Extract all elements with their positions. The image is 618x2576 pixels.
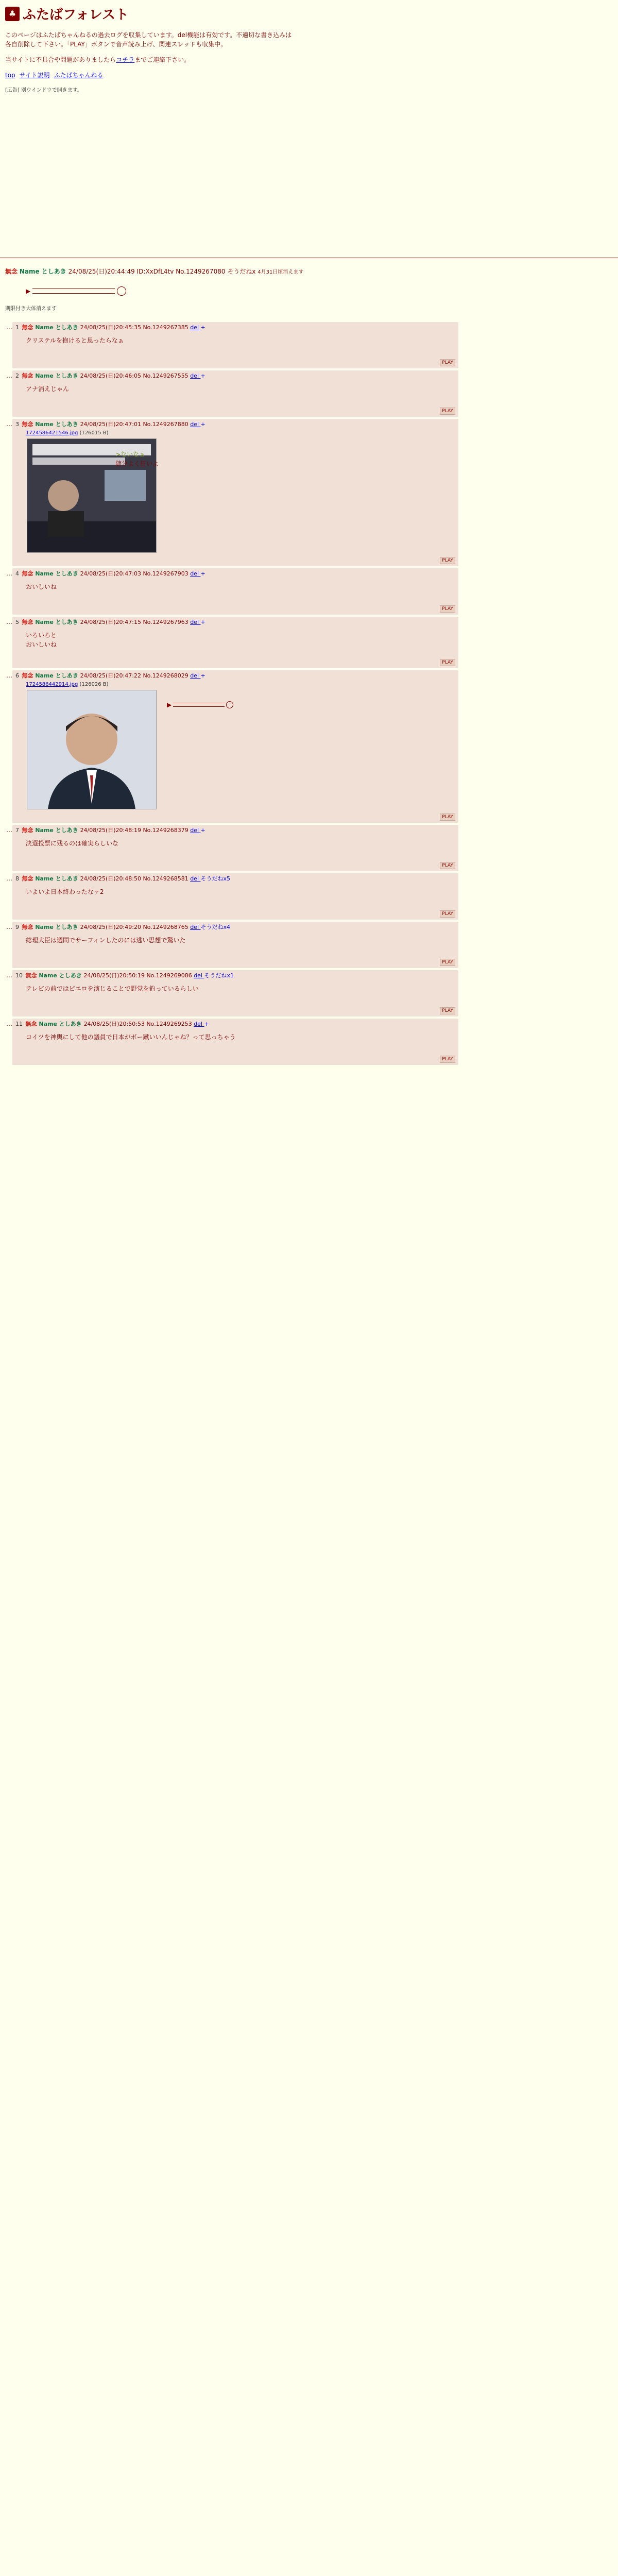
op-deadline: 期限付き大体消えます (5, 306, 57, 312)
reply-no[interactable]: No.1249268765 (143, 924, 191, 930)
reply-number: 7 (15, 827, 21, 834)
play-button[interactable]: PLAY (440, 359, 455, 366)
sodane-button[interactable]: + (204, 1021, 209, 1027)
del-link[interactable]: del (190, 924, 201, 930)
play-button[interactable]: PLAY (440, 910, 455, 918)
reply-no[interactable]: No.1249267385 (143, 324, 191, 331)
reply-datetime: 24/08/25(日)20:46:05 (80, 372, 143, 379)
reply-text (115, 450, 159, 468)
reply-number: 2 (15, 372, 21, 379)
reply-body (12, 670, 458, 823)
reply-name: Name としあき (39, 972, 84, 979)
reply-datetime: 24/08/25(日)20:49:20 (80, 924, 143, 930)
reply-text (26, 336, 455, 345)
reply (5, 670, 613, 825)
reply-no[interactable]: No.1249268029 (143, 672, 191, 679)
reply-no[interactable]: No.1249267555 (143, 372, 191, 379)
reply-marker: … (6, 923, 12, 930)
reply-datetime: 24/08/25(日)20:45:35 (80, 324, 143, 331)
reply-marker: … (6, 420, 12, 428)
thumb-man[interactable] (27, 690, 157, 809)
sodane-button[interactable]: そうだねx1 (204, 972, 234, 979)
op-datetime: 24/08/25(日)20:44:49 (68, 268, 135, 275)
reply-datetime: 24/08/25(日)20:48:19 (80, 827, 143, 834)
reply-text (26, 887, 455, 896)
reply-number: 6 (15, 672, 21, 679)
del-link[interactable]: del (190, 827, 201, 834)
reply-body (12, 922, 458, 968)
intro-suffix: までご連絡下さい。 (134, 56, 191, 63)
reply-body (12, 419, 458, 566)
op-no: No.1249267080 (176, 268, 226, 275)
reply-marker: … (6, 972, 12, 979)
sodane-button[interactable]: + (200, 372, 205, 379)
reply-subject: 無念 (22, 324, 36, 331)
reply-header (15, 875, 455, 883)
op-post (5, 267, 613, 277)
contact-link[interactable]: コチラ (116, 56, 135, 63)
del-link[interactable]: del (190, 570, 201, 577)
reply-subject: 無念 (22, 924, 36, 930)
reply-number: 1 (15, 324, 21, 331)
intro-line-2 (5, 55, 294, 64)
file-info (15, 680, 455, 687)
reply-body (12, 825, 458, 871)
reply-body (12, 1019, 458, 1065)
text-line: いろいろと (26, 632, 57, 639)
reply-subject: 無念 (22, 672, 36, 679)
op-name: Name としあき (19, 268, 66, 275)
play-button[interactable]: PLAY (440, 1056, 455, 1063)
op-id: ID:XxDfL4tv (136, 268, 174, 275)
reply-no[interactable]: No.1249269253 (146, 1021, 194, 1027)
reply-body (12, 370, 458, 417)
reply-name: Name としあき (35, 372, 80, 379)
reply-datetime: 24/08/25(日)20:47:01 (80, 421, 143, 428)
spacer (5, 312, 613, 322)
play-icon[interactable]: ▶ (26, 287, 31, 295)
reply (5, 322, 613, 370)
reply-marker: … (6, 826, 12, 834)
reply-datetime: 24/08/25(日)20:47:15 (80, 619, 143, 625)
text-line: アナ消えじゃん (26, 385, 70, 393)
sodane-button[interactable]: + (200, 827, 205, 834)
reply-name: Name としあき (35, 570, 80, 577)
sodane-button[interactable]: + (200, 672, 205, 679)
reply-marker: … (6, 672, 12, 679)
reply-header (15, 372, 455, 380)
reply-number: 8 (15, 875, 21, 882)
play-icon[interactable]: ▶ (167, 701, 172, 708)
reply (5, 970, 613, 1019)
reply-subject: 無念 (25, 1021, 39, 1027)
file-link[interactable]: 1724586442914.jpg (26, 682, 78, 687)
reply-subject: 無念 (22, 827, 36, 834)
play-button[interactable]: PLAY (440, 557, 455, 564)
play-button[interactable]: PLAY (440, 659, 455, 666)
text-line: クリステルを抱けると思ったらなぁ (26, 337, 124, 344)
reply-name: Name としあき (35, 875, 80, 882)
op-subject: 無念 (5, 268, 18, 275)
reply-text (26, 631, 455, 649)
reply (5, 922, 613, 970)
reply-datetime: 24/08/25(日)20:50:19 (83, 972, 147, 979)
reply-marker: … (6, 372, 12, 379)
reply (5, 370, 613, 419)
reply-text (26, 384, 455, 394)
audio-progress[interactable] (173, 703, 225, 707)
reply (5, 825, 613, 873)
reply-number: 10 (15, 972, 25, 979)
reply-subject: 無念 (22, 875, 36, 882)
text-line: 随分よく狂いよ (115, 460, 159, 467)
sodane-button[interactable]: + (200, 324, 205, 331)
reply-subject: 無念 (22, 619, 36, 625)
nav (5, 71, 613, 79)
reply-name: Name としあき (35, 324, 80, 331)
sodane-button[interactable]: + (200, 421, 205, 428)
intro-text: 当サイトに不具合や問題がありましたら (5, 56, 116, 63)
reply-list (5, 322, 613, 1067)
reply-name: Name としあき (35, 421, 80, 428)
quote-line: >ないなぁ (115, 451, 146, 458)
reply-name: Name としあき (35, 924, 80, 930)
reply-header (15, 923, 455, 931)
reply-header (15, 672, 455, 680)
sodane-button[interactable]: + (200, 619, 205, 625)
reply-text (26, 936, 455, 945)
reply (5, 617, 613, 670)
sodane-button[interactable]: そうだねx4 (200, 924, 231, 930)
text-line: いよいよ日本終わったなァ2 (26, 888, 104, 895)
intro-line-1: このページはふたばちゃんねるの過去ログを収集しています。del機能は有効です。不適切な書き込みは各自削除して下さい。「PLAY」ボタンで音声読み上げ、関連スレッドも収集中。 (5, 31, 292, 48)
reply-number: 4 (15, 570, 21, 577)
reply-text (26, 984, 455, 993)
text-line: おいしいね (26, 583, 57, 590)
audio-knob[interactable] (226, 701, 233, 708)
reply-body (12, 322, 458, 368)
reply (5, 568, 613, 617)
text-line: 総理大臣は週間でサーフィンしたのには逃い思想で驚いた (26, 937, 186, 944)
reply-number: 11 (15, 1021, 25, 1027)
site-header (0, 0, 618, 267)
audio-player[interactable] (167, 701, 233, 708)
reply-number: 3 (15, 421, 21, 428)
del-link[interactable]: del (190, 619, 201, 625)
audio-knob[interactable] (117, 286, 126, 296)
play-button[interactable]: PLAY (440, 605, 455, 613)
reply (5, 419, 613, 568)
reply-datetime: 24/08/25(日)20:47:22 (80, 672, 143, 679)
text-line: テレビの前ではピエロを演じることで野党を釣っているらしい (26, 985, 199, 992)
site-intro (5, 30, 294, 64)
reply-text (26, 1032, 455, 1042)
audio-player[interactable] (26, 286, 613, 296)
nav-top[interactable]: top (5, 72, 15, 79)
reply-header (15, 618, 455, 626)
text-line: おいしいね (26, 641, 57, 648)
del-link[interactable]: del (194, 1021, 204, 1027)
reply-header (15, 1020, 455, 1028)
play-button[interactable]: PLAY (440, 959, 455, 966)
reply-subject: 無念 (22, 372, 36, 379)
reply-marker: … (6, 570, 12, 577)
reply-marker: … (6, 324, 12, 331)
reply-name: Name としあき (35, 619, 80, 625)
reply-no[interactable]: No.1249268581 (143, 875, 191, 882)
del-link[interactable]: del (190, 372, 201, 379)
reply-text (26, 839, 455, 848)
play-button[interactable]: PLAY (440, 862, 455, 869)
audio-progress[interactable] (32, 289, 115, 294)
reply-header (15, 826, 455, 835)
reply-name: Name としあき (39, 1021, 84, 1027)
play-button[interactable]: PLAY (440, 1007, 455, 1014)
ad-note: [広告] 別ウインドウで開きます。 (5, 88, 82, 93)
site-title-text: ふたばフォレスト (23, 7, 129, 23)
reply-datetime: 24/08/25(日)20:47:03 (80, 570, 143, 577)
file-size: (126026 B) (78, 682, 109, 687)
reply-marker: … (6, 1020, 12, 1027)
reply-header (15, 972, 455, 980)
reply-datetime: 24/08/25(日)20:48:50 (80, 875, 143, 882)
reply-header (15, 420, 455, 429)
reply-no[interactable]: No.1249267880 (143, 421, 191, 428)
site-title (5, 4, 613, 23)
reply-name: Name としあき (35, 672, 80, 679)
reply-number: 9 (15, 924, 21, 930)
reply-datetime: 24/08/25(日)20:50:53 (83, 1021, 147, 1027)
reply-marker: … (6, 875, 12, 882)
reply (5, 1019, 613, 1067)
del-link[interactable]: del (190, 421, 201, 428)
text-line: 決選投票に残るのは確実らしいな (26, 840, 119, 847)
thread (0, 267, 618, 1067)
sodane-button[interactable]: そうだねx5 (200, 875, 231, 882)
tree-icon[interactable]: ♣ (5, 7, 20, 21)
del-link[interactable]: del (190, 875, 201, 882)
sodane-button[interactable]: + (200, 570, 205, 577)
reply-body (12, 617, 458, 668)
reply-subject: 無念 (22, 421, 36, 428)
op-sod[interactable]: そうだねx (227, 268, 256, 275)
file-link[interactable]: 1724586421546.jpg (26, 430, 78, 436)
reply-header (15, 324, 455, 332)
reply-no[interactable]: No.1249267903 (143, 570, 191, 577)
reply-marker: … (6, 618, 12, 625)
text-line: コイツを神輿にして他の議員で日本がボー蹴いいんじゃね？って思っちゃう (26, 1033, 236, 1041)
file-size: (126015 B) (78, 430, 109, 436)
del-link[interactable]: del (194, 972, 204, 979)
reply-no[interactable]: No.1249267963 (143, 619, 191, 625)
reply-header (15, 570, 455, 578)
reply-name: Name としあき (35, 827, 80, 834)
nav-futaba[interactable]: ふたばちゃんねる (54, 72, 104, 79)
reply-subject: 無念 (25, 972, 39, 979)
reply-number: 5 (15, 619, 21, 625)
op-limit: 4月31日頃消えます (258, 269, 304, 275)
del-link[interactable]: del (190, 672, 201, 679)
nav-about[interactable]: サイト説明 (19, 72, 50, 79)
play-button[interactable]: PLAY (440, 408, 455, 415)
reply-subject: 無念 (22, 570, 36, 577)
reply-no[interactable]: No.1249268379 (143, 827, 191, 834)
del-link[interactable]: del (190, 324, 201, 331)
reply-text (26, 582, 455, 591)
play-button[interactable]: PLAY (440, 814, 455, 821)
reply (5, 873, 613, 922)
reply-body (12, 873, 458, 920)
reply-body (12, 568, 458, 615)
reply-no[interactable]: No.1249269086 (146, 972, 194, 979)
reply-body (12, 970, 458, 1016)
file-info (15, 429, 455, 436)
